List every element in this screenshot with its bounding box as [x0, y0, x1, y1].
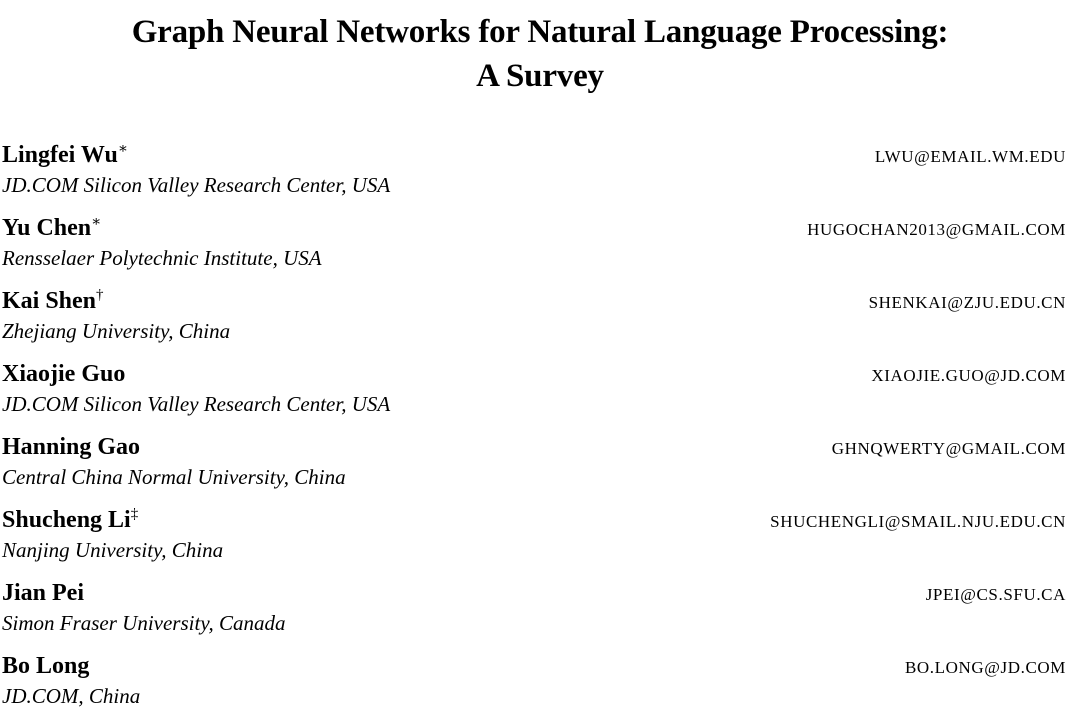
author-affiliation: JD.COM Silicon Valley Research Center, USA — [2, 173, 391, 197]
author-entry — [0, 578, 1080, 651]
paper-title — [0, 10, 1080, 98]
author-entry — [0, 213, 1080, 286]
author-footnote-mark: ∗ — [117, 141, 129, 157]
author-name-block — [2, 359, 125, 389]
author-affiliation: Rensselaer Polytechnic Institute, USA — [2, 246, 322, 270]
author-name: Jian Pei — [2, 580, 84, 606]
author-affiliation: JD.COM, China — [2, 684, 141, 708]
author-email: BO.LONG@JD.COM — [904, 658, 1066, 677]
author-name: Bo Long — [2, 653, 90, 679]
author-name: Xiaojie Guo — [2, 361, 126, 387]
author-footnote-mark: ∗ — [91, 214, 102, 230]
author-entry — [0, 505, 1080, 578]
author-email: XIAOJIE.GUO@JD.COM — [871, 366, 1066, 385]
paper-title-line-2: A Survey — [476, 58, 604, 94]
author-entry — [0, 651, 1080, 724]
author-name: Kai Shen — [2, 288, 97, 314]
author-list — [0, 140, 1080, 724]
author-name-block — [2, 432, 140, 462]
author-entry — [0, 286, 1080, 359]
author-affiliation: Simon Fraser University, Canada — [2, 611, 286, 635]
author-footnote-mark: † — [96, 287, 104, 303]
author-entry — [0, 140, 1080, 213]
author-email: HUGOCHAN2013@GMAIL.COM — [807, 220, 1066, 239]
author-footnote-mark: ‡ — [130, 506, 139, 522]
author-name: Shucheng Li — [2, 507, 131, 533]
paper-title-line-1: Graph Neural Networks for Natural Language Processing: — [131, 14, 949, 50]
author-affiliation: Nanjing University, China — [2, 538, 224, 562]
author-name: Lingfei Wu — [2, 142, 118, 168]
author-affiliation: JD.COM Silicon Valley Research Center, USA — [2, 392, 391, 416]
author-email: GHNQWERTY@GMAIL.COM — [831, 439, 1066, 458]
author-name-block — [2, 140, 128, 170]
author-name-block — [2, 213, 101, 243]
author-email: SHUCHENGLI@SMAIL.NJU.EDU.CN — [770, 512, 1066, 531]
author-name-block — [2, 286, 104, 316]
author-name: Yu Chen — [2, 215, 92, 241]
author-email: SHENKAI@ZJU.EDU.CN — [868, 293, 1066, 312]
author-name-block — [2, 578, 84, 608]
author-name: Hanning Gao — [2, 434, 141, 460]
author-name-block — [2, 505, 138, 535]
author-email: JPEI@CS.SFU.CA — [925, 585, 1066, 604]
author-name-block — [2, 651, 89, 681]
author-entry — [0, 359, 1080, 432]
author-email: LWU@EMAIL.WM.EDU — [874, 147, 1066, 166]
author-affiliation: Central China Normal University, China — [2, 465, 346, 489]
author-affiliation: Zhejiang University, China — [2, 319, 231, 343]
author-entry — [0, 432, 1080, 505]
